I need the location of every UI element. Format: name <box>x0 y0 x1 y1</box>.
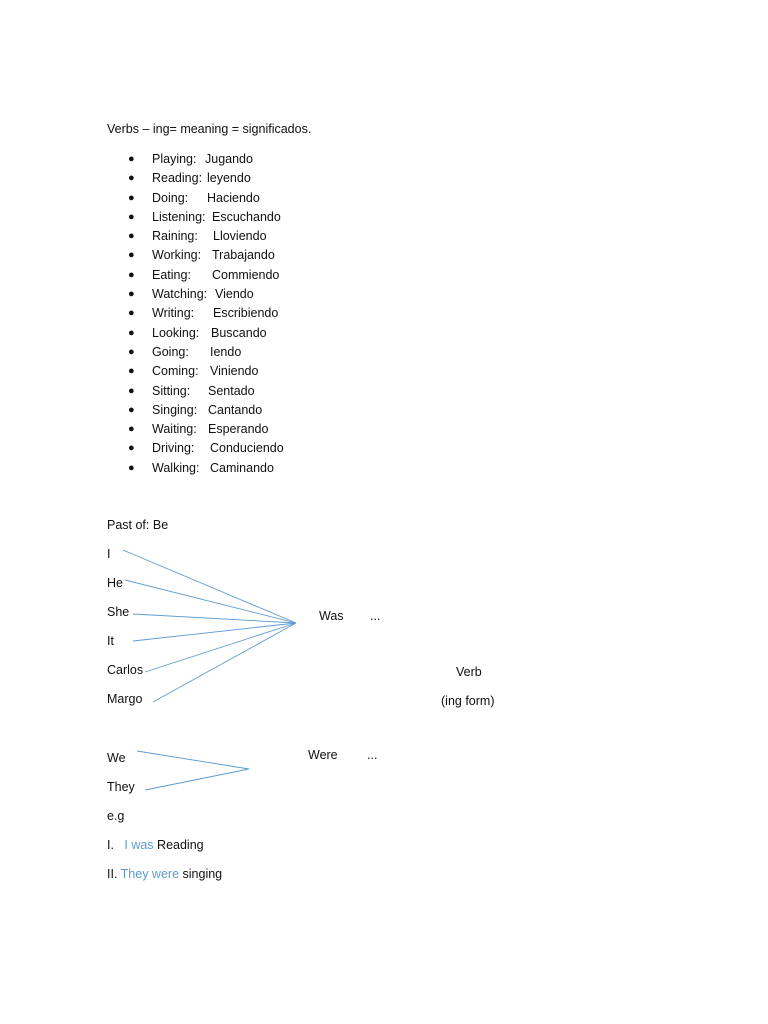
verb-english: Coming: <box>152 364 199 379</box>
verb-english: Working: <box>152 248 202 263</box>
bullet-icon: ● <box>128 461 135 474</box>
were-label: Were <box>308 748 338 762</box>
bullet-icon: ● <box>128 249 135 262</box>
example-subject: They were <box>120 867 180 881</box>
verb-spanish: Viniendo <box>210 364 259 379</box>
subject-margo: Margo <box>107 692 143 706</box>
bullet-icon: ● <box>128 365 135 378</box>
verb-spanish: Conduciendo <box>210 441 284 456</box>
subject-we: We <box>107 751 126 765</box>
verb-english: Looking: <box>152 325 200 340</box>
ing-form-note: (ing form) <box>441 694 495 708</box>
example-verb: singing <box>182 867 223 881</box>
subject-it: It <box>107 634 114 648</box>
connector-line <box>137 751 249 769</box>
verb-spanish: Escuchando <box>212 209 281 224</box>
verb-english: Watching: <box>152 287 208 302</box>
bullet-icon: ● <box>128 288 135 301</box>
example-subject: I was <box>124 838 154 852</box>
connector-line <box>123 550 296 623</box>
verb-spanish: Haciendo <box>207 190 260 205</box>
bullet-icon: ● <box>128 268 135 281</box>
bullet-icon: ● <box>128 345 135 358</box>
bullet-icon: ● <box>128 153 135 165</box>
example-2 <box>107 867 222 881</box>
verb-spanish: Commiendo <box>212 267 280 282</box>
bullet-icon: ● <box>128 423 135 436</box>
verb-english: Driving: <box>152 441 195 456</box>
verb-spanish: Jugando <box>205 152 253 166</box>
verb-english: Doing: <box>152 190 189 205</box>
verb-note: Verb <box>456 665 482 679</box>
verb-spanish: leyendo <box>207 171 251 186</box>
verb-spanish: Cantando <box>208 402 263 417</box>
verb-spanish: Sentado <box>208 383 255 398</box>
verb-spanish: Caminando <box>210 460 274 475</box>
examples-label: e.g <box>107 809 125 823</box>
verb-spanish: Trabajando <box>212 248 275 263</box>
example-number: II. <box>107 867 118 881</box>
bullet-icon: ● <box>128 172 135 185</box>
subject-they: They <box>107 780 135 794</box>
bullet-icon: ● <box>128 210 135 223</box>
subject-she: She <box>107 605 130 619</box>
were-ellipsis: ... <box>367 748 378 762</box>
page-heading: Verbs – ing= meaning = significados. <box>107 122 312 136</box>
bullet-icon: ● <box>128 384 135 397</box>
verb-english: Writing: <box>152 306 195 321</box>
verb-spanish: Iendo <box>210 344 242 359</box>
verb-english: Playing: <box>152 152 197 166</box>
verb-english: Eating: <box>152 267 191 282</box>
connector-line <box>145 769 249 790</box>
bullet-icon: ● <box>128 191 135 204</box>
was-label: Was <box>319 609 344 623</box>
verb-english: Reading: <box>152 171 203 186</box>
example-number: I. <box>107 838 114 852</box>
bullet-icon: ● <box>128 307 135 320</box>
verb-english: Going: <box>152 344 189 359</box>
bullet-icon: ● <box>128 230 135 243</box>
verb-english: Listening: <box>152 209 206 224</box>
subject-carlos: Carlos <box>107 663 144 677</box>
verb-spanish: Esperando <box>208 422 269 437</box>
example-verb: Reading <box>157 838 204 852</box>
subject-he: He <box>107 576 123 590</box>
verb-english: Raining: <box>152 229 198 244</box>
verb-english: Walking: <box>152 460 200 475</box>
bullet-icon: ● <box>128 403 135 416</box>
example-1 <box>107 838 204 852</box>
past-of-be-title: Past of: Be <box>107 518 169 532</box>
verb-spanish: Escribiendo <box>213 306 279 321</box>
bullet-icon: ● <box>128 326 135 339</box>
verb-english: Singing: <box>152 402 198 417</box>
subject-i: I <box>107 547 111 561</box>
bullet-icon: ● <box>128 442 135 455</box>
verb-english: Sitting: <box>152 383 191 398</box>
verb-spanish: Lloviendo <box>213 229 267 244</box>
connector-line <box>133 623 296 641</box>
connector-line <box>133 614 296 623</box>
was-ellipsis: ... <box>370 609 381 623</box>
verb-spanish: Viendo <box>215 287 254 302</box>
verb-english: Waiting: <box>152 422 197 437</box>
verb-spanish: Buscando <box>211 325 267 340</box>
